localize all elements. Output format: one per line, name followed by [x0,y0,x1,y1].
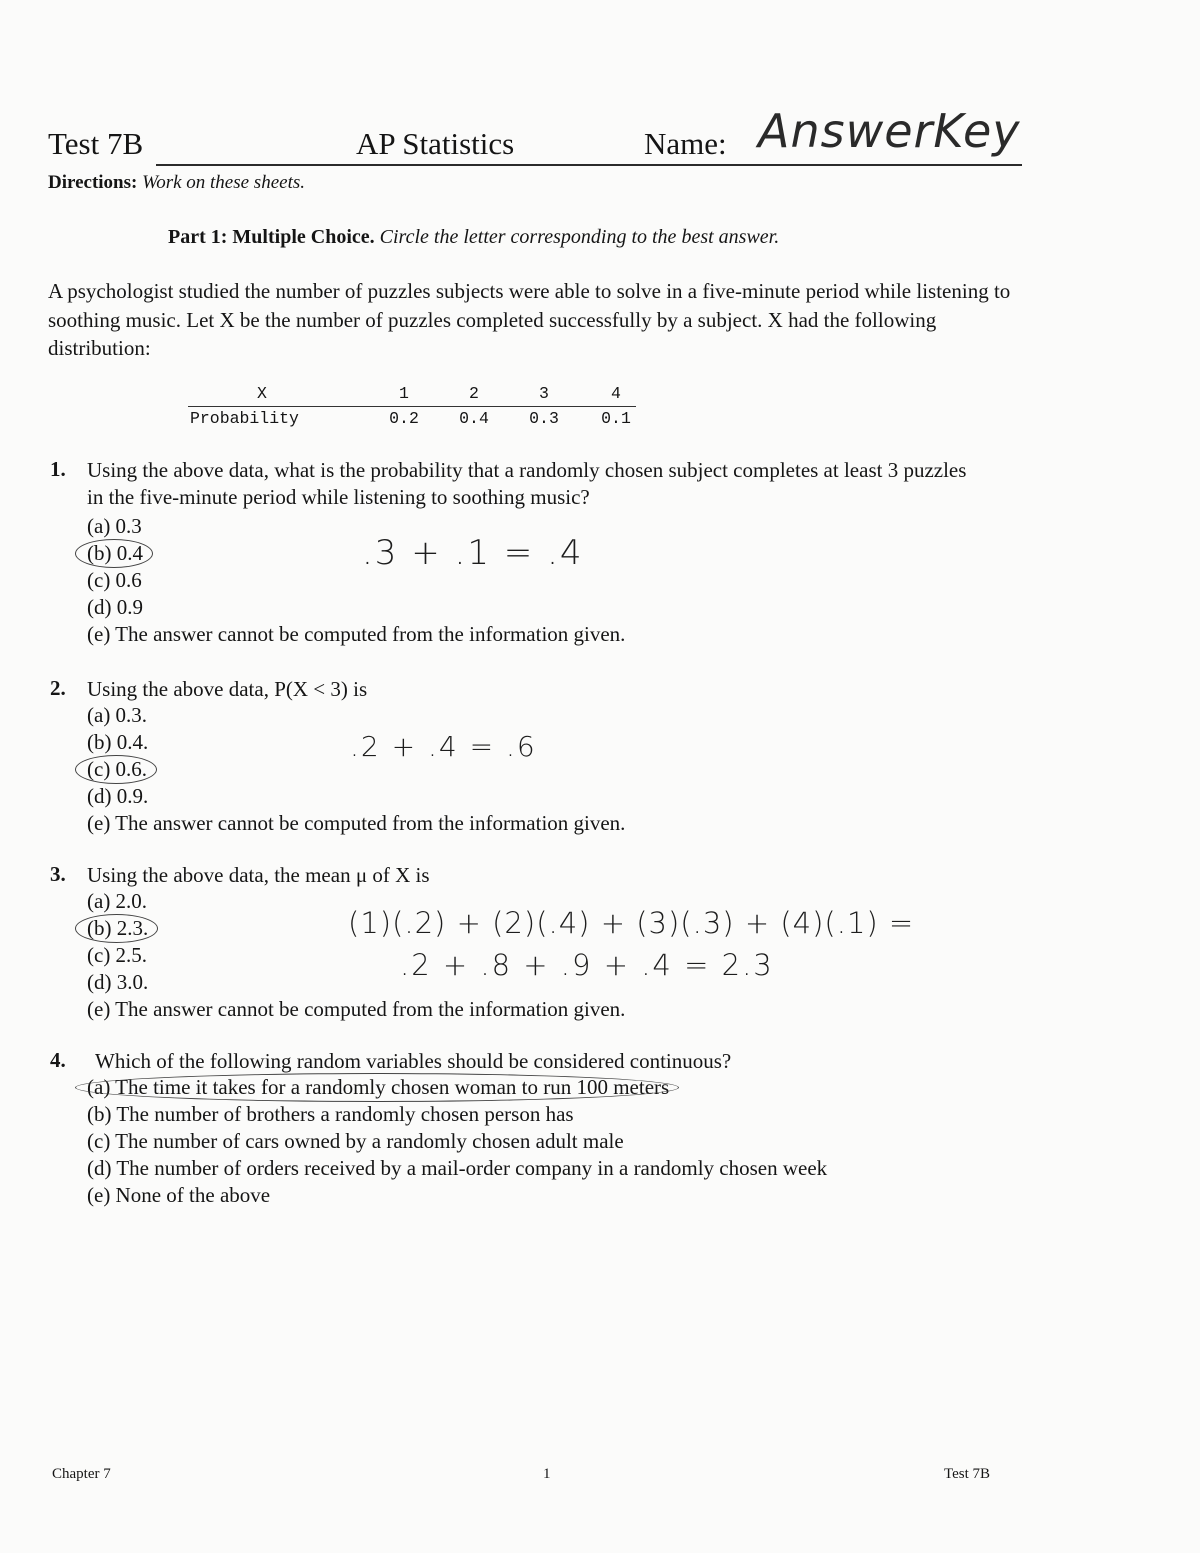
x-row-label: X [257,384,267,403]
option-b[interactable]: (b) The number of brothers a randomly chosen person has [87,1102,574,1126]
x-value: 4 [611,384,621,403]
handwritten-work: .2 + .4 = .6 [350,730,537,763]
part1-instruction: Circle the letter corresponding to the best answer. [379,226,780,248]
option-e[interactable]: (e) The answer cannot be computed from the information given. [87,622,626,646]
x-value: 2 [469,384,479,403]
probability-value: 0.3 [529,409,559,428]
option-a[interactable]: (a) 0.3 [87,514,142,538]
directions-text: Work on these sheets. [142,172,305,193]
question-text: Using the above data, what is the probability that a randomly chosen subject completes at least 3 puzzles in the five-minute period while listening to soothing music? [87,458,967,509]
name-handwritten: AnswerKey [758,104,1021,158]
question-text: Which of the following random variables should be considered continuous? [95,1049,732,1073]
question-number: 3. [50,862,66,886]
part1-title: Multiple Choice. [232,226,375,248]
option-c[interactable]: (c) 2.5. [87,943,148,967]
footer-page-number: 1 [543,1466,551,1482]
question-number: 4. [50,1048,66,1072]
handwritten-work: (1)(.2) + (2)(.4) + (3)(.3) + (4)(.1) = [348,906,915,940]
name-label: Name: [644,126,727,161]
x-value: 1 [399,384,409,403]
handwritten-work: .2 + .8 + .9 + .4 = 2.3 [400,948,774,982]
option-d[interactable]: (d) 0.9 [87,595,143,619]
probability-value: 0.1 [601,409,631,428]
header-rule [156,164,1022,166]
option-d[interactable]: (d) 0.9. [87,784,149,808]
question-text: Using the above data, the mean μ of X is [87,863,430,887]
question-number: 2. [50,676,66,700]
directions [48,172,305,194]
option-b[interactable]: (b) 0.4. [87,730,149,754]
test-title: Test 7B [48,126,144,161]
probability-value: 0.2 [389,409,419,428]
x-value: 3 [539,384,549,403]
directions-label: Directions: [48,172,138,193]
probability-value: 0.4 [459,409,489,428]
question-number: 1. [50,457,66,481]
option-e[interactable]: (e) The answer cannot be computed from the information given. [87,811,626,835]
option-d[interactable]: (d) The number of orders received by a mail-order company in a randomly chosen week [87,1156,828,1180]
option-c[interactable]: (c) The number of cars owned by a randomly chosen adult male [87,1129,624,1153]
option-a[interactable]: (a) 2.0. [87,889,148,913]
handwritten-work: .3 + .1 = .4 [362,533,584,573]
option-c-circled[interactable]: (c) 0.6. [87,757,148,781]
option-d[interactable]: (d) 3.0. [87,970,149,994]
option-a[interactable]: (a) 0.3. [87,703,148,727]
course-title: AP Statistics [356,126,515,161]
option-b-circled[interactable]: (b) 2.3. [87,916,149,940]
probability-row-label: Probability [190,409,299,428]
part1-heading [168,226,779,249]
part1-label: Part 1: [168,226,228,248]
intro-paragraph: A psychologist studied the number of puzzles subjects were able to solve in a five-minute period while listening to soothing music. Let X be the number of puzzles completed successfully by a subject. X had the following distribution: [48,279,1011,360]
option-a-circled[interactable]: (a) The time it takes for a randomly chosen woman to run 100 meters [87,1075,670,1099]
option-c[interactable]: (c) 0.6 [87,568,142,592]
option-e[interactable]: (e) The answer cannot be computed from the information given. [87,997,626,1021]
question-text: Using the above data, P(X < 3) is [87,677,368,701]
footer-test: Test 7B [944,1466,991,1482]
option-b-circled[interactable]: (b) 0.4 [87,541,143,565]
footer-chapter: Chapter 7 [52,1466,111,1482]
option-e[interactable]: (e) None of the above [87,1183,271,1207]
table-rule [188,406,636,407]
